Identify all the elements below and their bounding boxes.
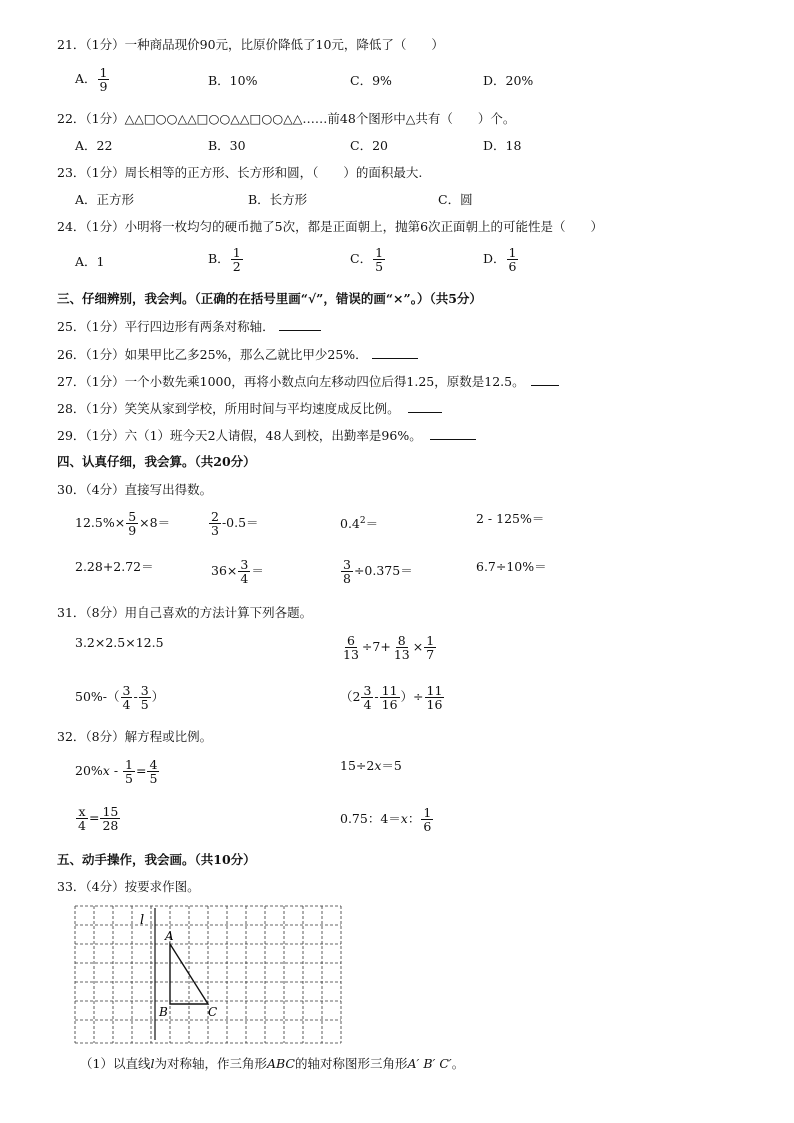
q32-expr-3: $\frac{x}{4}$ = $\frac{15}{28}$ — [78, 804, 119, 833]
question-26: 26．（1分）如果甲比乙多25%，那么乙就比甲少25%． — [57, 346, 418, 363]
question-23 — [57, 165, 422, 181]
question-text: 小明将一枚均匀的硬币抛了5次，都是正面朝上，抛第6次正面朝上的可能性是（ ） — [124, 219, 604, 234]
q32-expr-1: 20%x - $\frac{1}{5}$ = $\frac{4}{5}$ — [75, 757, 158, 786]
question-number: 22． — [57, 111, 86, 126]
question-number: 23． — [57, 165, 86, 180]
q22-option-b: B．30 — [208, 138, 246, 153]
question-score: （1分） — [85, 219, 125, 234]
question-score: （1分） — [85, 111, 125, 126]
q32-expr-4: 0.75：4＝x： $\frac{1}{6}$ — [340, 805, 432, 834]
q21-option-d: D．20% — [483, 73, 534, 88]
fraction: $\frac{1}{2}$ — [232, 245, 241, 274]
question-31: 31．（8分）用自己喜欢的方法计算下列各题。 — [57, 605, 313, 620]
answer-blank[interactable] — [408, 400, 442, 413]
fraction: $\frac{1}{9}$ — [99, 65, 108, 94]
q21-option-b: B．10% — [208, 73, 258, 88]
section-heading-5: 五、动手操作，我会画。（共10分） — [57, 852, 256, 867]
q30-expr-6: 36× $\frac{3}{4}$ ＝ — [211, 557, 264, 586]
fraction: $\frac{1}{6}$ — [508, 245, 517, 274]
question-score: （1分） — [85, 165, 125, 180]
q30-expr-2: $\frac{2}{3}$ -0.5＝ — [211, 509, 259, 538]
question-25: 25．（1分）平行四边形有两条对称轴． — [57, 318, 321, 335]
fraction: $\frac{1}{5}$ — [375, 245, 384, 274]
question-text: △△□○○△△□○○△△□○○△△……前48个图形中△共有（ ）个。 — [124, 111, 516, 126]
question-text: 一种商品现价90元，比原价降低了10元，降低了（ ） — [124, 37, 444, 52]
q30-expr-8: 6.7÷10%＝ — [476, 559, 547, 574]
answer-blank[interactable] — [430, 427, 476, 440]
q22-option-c: C．20 — [350, 138, 388, 153]
answer-blank[interactable] — [372, 346, 418, 359]
q23-option-b: B．长方形 — [248, 192, 308, 207]
q21-option-c: C．9% — [350, 73, 392, 88]
drawing-grid[interactable] — [74, 904, 344, 1046]
question-24 — [57, 219, 603, 235]
q33-subquestion-1: （1）以直线l为对称轴，作三角形ABC的轴对称图形三角形A′ B′ C′。 — [80, 1056, 465, 1071]
vertex-label-a: A — [165, 929, 174, 943]
q31-expr-3: 50%-（ $\frac{3}{4}$ - $\frac{3}{5}$ ） — [75, 683, 165, 712]
question-32: 32．（8分）解方程或比例。 — [57, 729, 213, 744]
q30-expr-5: 2.28+2.72＝ — [75, 559, 154, 574]
vertex-label-b: B — [159, 1005, 168, 1019]
q21-option-a: A． $\frac{1}{9}$ — [75, 65, 108, 94]
question-28: 28．（1分）笑笑从家到学校，所用时间与平均速度成反比例。 — [57, 400, 442, 417]
question-score: （1分） — [85, 37, 125, 52]
question-22 — [57, 111, 515, 127]
question-27: 27．（1分）一个小数先乘1000，再将小数点向左移动四位后得1.25，原数是12.5。 — [57, 373, 559, 390]
q22-option-a: A．22 — [75, 138, 113, 153]
q30-expr-7: $\frac{3}{8}$ ÷0.375＝ — [343, 557, 413, 586]
q30-expr-3: $0.4^2=$ — [340, 516, 379, 532]
q31-expr-1: 3.2×2.5×12.5 — [75, 635, 164, 650]
q30-expr-1: 12.5%× $\frac{5}{9}$ ×8＝ — [75, 509, 171, 538]
q30-expr-4: 2 - 125%＝ — [476, 511, 545, 526]
q32-expr-2: 15÷2x＝5 — [340, 758, 402, 773]
question-29: 29．（1分）六（1）班今天2人请假，48人到校，出勤率是96%。 — [57, 427, 476, 444]
answer-blank[interactable] — [279, 318, 321, 331]
question-30: 30．（4分）直接写出得数。 — [57, 482, 213, 497]
question-33: 33．（4分）按要求作图。 — [57, 879, 200, 894]
q22-option-d: D．18 — [483, 138, 522, 153]
q24-option-c: C． $\frac{1}{5}$ — [350, 245, 384, 274]
q24-option-d: D． $\frac{1}{6}$ — [483, 245, 517, 274]
question-text: 周长相等的正方形、长方形和圆，（ ）的面积最大. — [124, 165, 423, 180]
section-heading-3: 三、仔细辨别，我会判。（正确的在括号里画“√”，错误的画“×”。）（共5分） — [57, 291, 482, 306]
question-21 — [57, 37, 444, 53]
answer-blank[interactable] — [531, 373, 559, 386]
q31-expr-4: （2 $\frac{3}{4}$ - $\frac{11}{16}$ ）÷ $\frac{11}{16}$ — [340, 683, 443, 712]
vertex-label-c: C — [208, 1005, 218, 1019]
q23-option-a: A．正方形 — [75, 192, 135, 207]
q23-option-c: C．圆 — [438, 192, 473, 207]
q31-expr-2: $\frac{6}{13}$ ÷7+ $\frac{8}{13}$ × $\frac{1}{7}$ — [343, 633, 435, 662]
question-number: 21． — [57, 37, 86, 52]
question-number: 24． — [57, 219, 86, 234]
q24-option-b: B． $\frac{1}{2}$ — [208, 245, 241, 274]
q24-option-a: A．1 — [75, 254, 105, 269]
axis-label: l — [140, 913, 145, 928]
section-heading-4: 四、认真仔细，我会算。（共20分） — [57, 454, 256, 469]
